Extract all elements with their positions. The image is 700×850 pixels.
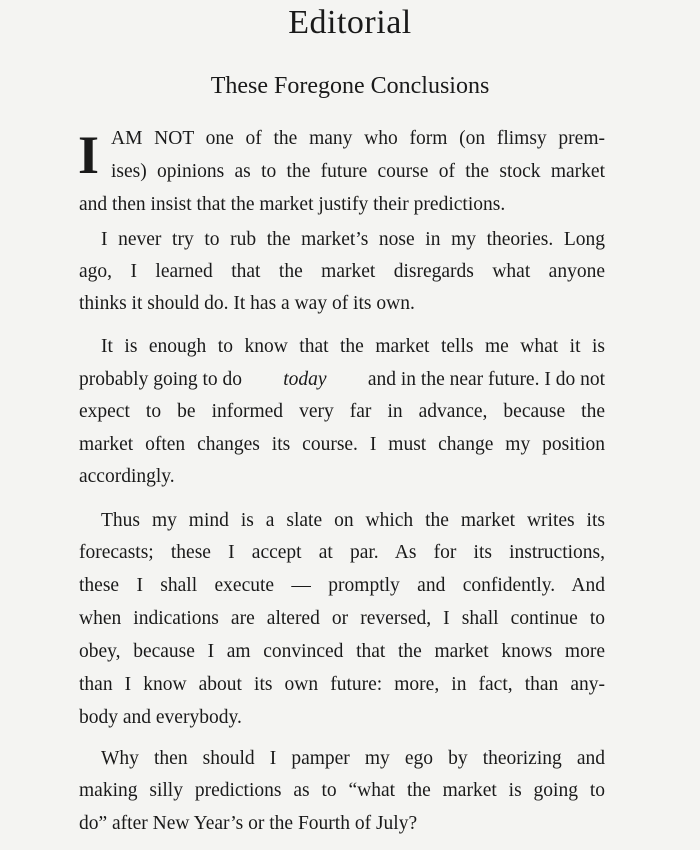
drop-cap: I bbox=[78, 125, 100, 185]
paragraph-4-line-2: forecasts; these I accept at par. As for its instructions, bbox=[79, 542, 605, 563]
paragraph-3-line-2 bbox=[79, 367, 605, 393]
paragraph-1-line-1: AM NOT one of the many who form (on flimsy prem- bbox=[111, 128, 605, 149]
page-title: Editorial bbox=[288, 4, 412, 41]
paragraph-2-line-1: I never try to rub the market’s nose in my theories. Long bbox=[101, 229, 605, 250]
paragraph-5-line-1: Why then should I pamper my ego by theorizing and bbox=[101, 748, 605, 769]
paragraph-2-line-2: ago, I learned that the market disregards what anyone bbox=[79, 261, 605, 282]
paragraph-3-line-4: market often changes its course. I must change my position bbox=[79, 434, 605, 455]
paragraph-2-line-3: thinks it should do. It has a way of its own. bbox=[79, 293, 415, 314]
paragraph-4-line-3: these I shall execute — promptly and confidently. And bbox=[79, 575, 605, 596]
paragraph-4-line-7: body and everybody. bbox=[79, 707, 242, 728]
paragraph-1-line-3: and then insist that the market justify their predictions. bbox=[79, 194, 506, 215]
paragraph-4-line-4: when indications are altered or reversed, I shall continue to bbox=[79, 608, 605, 629]
article-subtitle: These Foregone Conclusions bbox=[210, 73, 490, 99]
paragraph-5-line-3: do” after New Year’s or the Fourth of July? bbox=[79, 813, 418, 834]
emphasis-today: today bbox=[283, 369, 327, 390]
paragraph-4-line-6: than I know about its own future: more, in fact, than any- bbox=[79, 674, 605, 695]
paragraph-4-line-5: obey, because I am convinced that the market knows more bbox=[79, 641, 605, 662]
paragraph-1-line-2: ises) opinions as to the future course of the stock market bbox=[111, 161, 605, 182]
paragraph-3-line-2-start: probably going to do bbox=[79, 369, 243, 390]
paragraph-3-line-5: accordingly. bbox=[79, 466, 175, 487]
paragraph-3-line-3: expect to be informed very far in advance, because the bbox=[79, 401, 605, 422]
paragraph-3-line-2-end: and in the near future. I do not bbox=[367, 369, 605, 390]
paragraph-5-line-2: making silly predictions as to “what the market is going to bbox=[79, 780, 605, 801]
paragraph-4-line-1: Thus my mind is a slate on which the market writes its bbox=[101, 510, 605, 531]
paragraph-3-line-1: It is enough to know that the market tells me what it is bbox=[101, 336, 605, 357]
